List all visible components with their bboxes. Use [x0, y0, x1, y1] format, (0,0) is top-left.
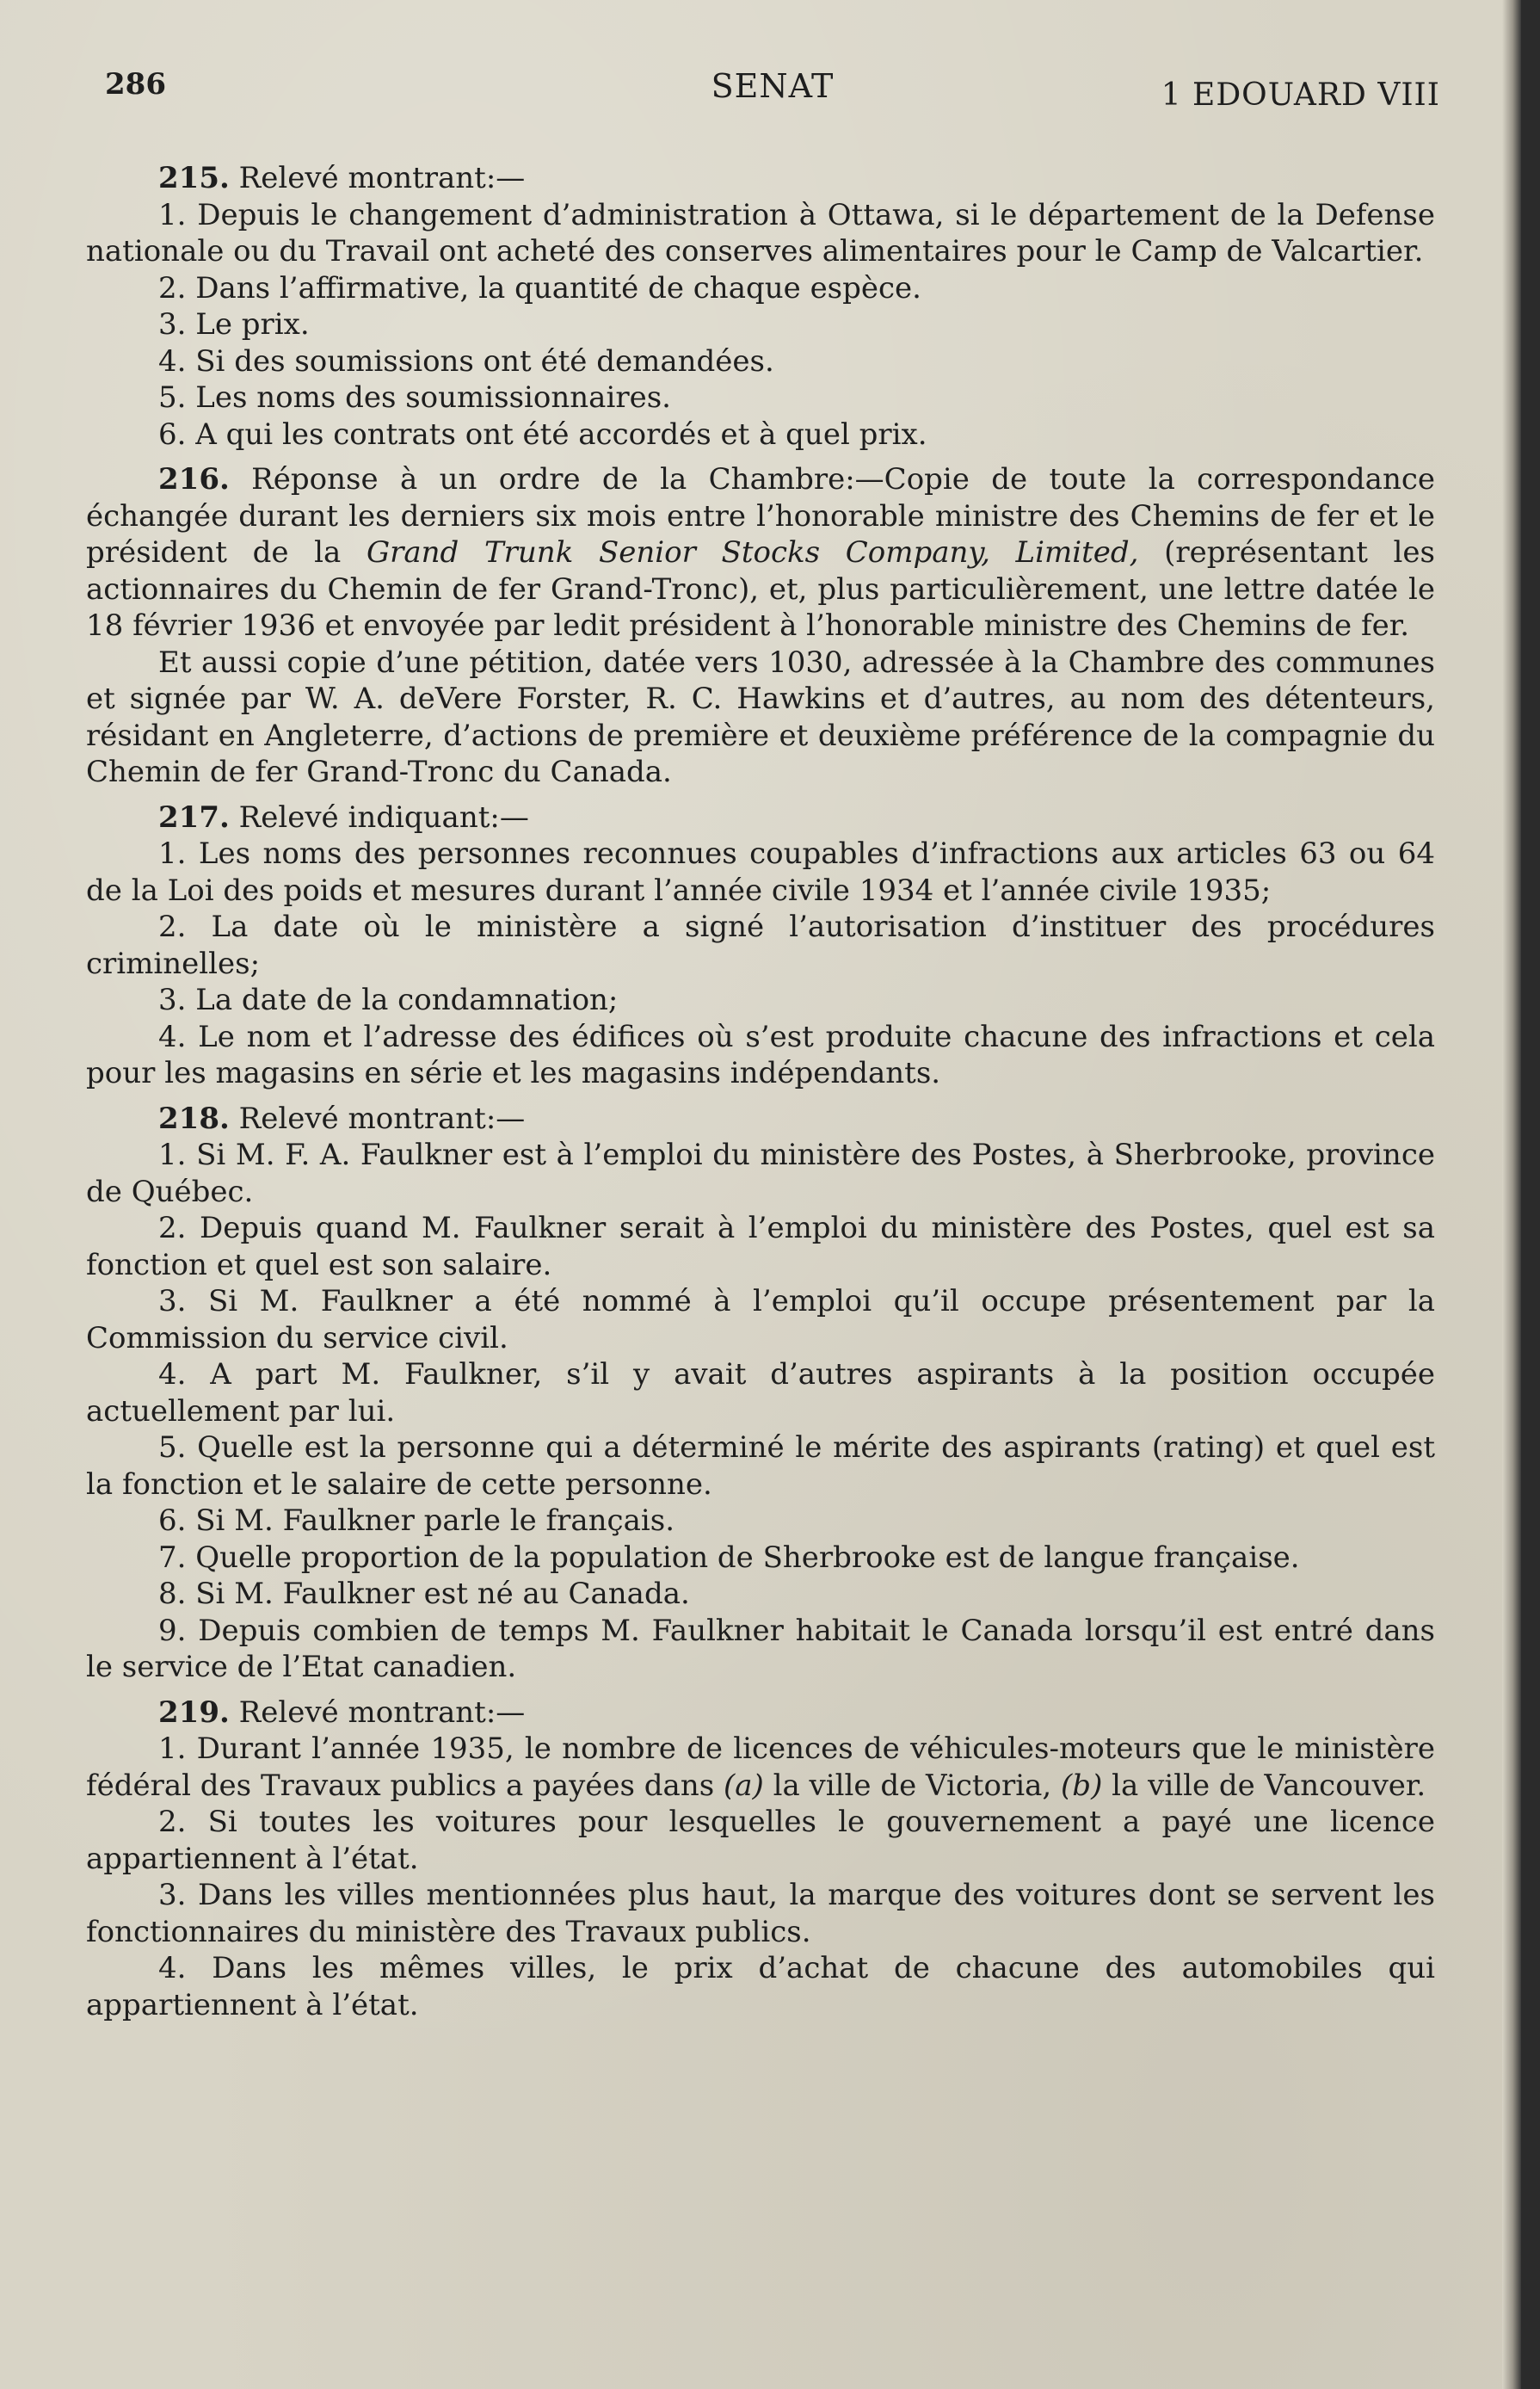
list-item: 1. Depuis le changement d’administration à Ottawa, si le département de la Defense nationale ou du Travail ont acheté des conserves alimentaires pour le Camp de Valcartier.: [86, 197, 1435, 269]
list-item: 3. Si M. Faulkner a été nommé à l’emploi qu’il occupe présentement par la Commission du service civil.: [86, 1284, 1435, 1355]
section-text-b: (représentant les actionnaires du Chemin de fer Grand-Tronc), et, plus particulièrement, une lettre datée le 18 février 1936 et envoyée par ledit président à l’honorable ministre des Chemins de fer.: [86, 535, 1435, 643]
list-item: 3. La date de la condamnation;: [158, 983, 619, 1017]
item-text-b: la ville de Victoria,: [773, 1768, 1052, 1803]
page-edge-shadow: [1502, 0, 1521, 2389]
section-number: 215.: [158, 161, 230, 195]
company-name: Grand Trunk Senior Stocks Company, Limited,: [366, 535, 1139, 570]
section-intro: Relevé indiquant:—: [238, 799, 529, 835]
list-item: 4. A part M. Faulkner, s’il y avait d’autres aspirants à la position occupée actuellement par lui.: [86, 1357, 1435, 1429]
section-number: 217.: [158, 799, 230, 835]
section-paragraph: [86, 461, 1435, 645]
section-text-a: Réponse à un ordre de la Chambre:—Copie de toute la correspondance échangée durant les derniers six mois entre l’honorable ministre des Chemins de fer et le président de la: [86, 462, 1436, 570]
section-heading: [86, 160, 1435, 197]
list-item: 4. Si des soumissions ont été demandées.: [158, 343, 774, 379]
list-item: 4. Le nom et l’adresse des édifices où s’est produite chacune des infractions et cela pour les magasins en série et les magasins indépendants.: [86, 1019, 1435, 1090]
section-number: 219.: [158, 1695, 230, 1730]
list-item: 2. Depuis quand M. Faulkner serait à l’emploi du ministère des Postes, quel est sa fonction et quel est son salaire.: [86, 1211, 1435, 1282]
list-item: 8. Si M. Faulkner est né au Canada.: [158, 1577, 690, 1611]
item-text-c: la ville de Vancouver.: [1112, 1768, 1426, 1803]
section-intro: Relevé montrant:—: [238, 161, 526, 195]
header-title: SENAT: [711, 67, 835, 105]
running-header: [105, 67, 1440, 119]
list-item: [86, 1731, 1435, 1804]
list-item: 3. Le prix.: [158, 307, 310, 342]
list-item: 2. Si toutes les voitures pour lesquelles le gouvernement a payé une licence appartiennent à l’état.: [86, 1805, 1435, 1876]
section-heading: [86, 1695, 1435, 1732]
item-label-b: (b): [1061, 1768, 1103, 1803]
section-216: [86, 461, 1435, 791]
list-item: 7. Quelle proportion de la population de Sherbrooke est de langue française.: [158, 1540, 1300, 1575]
section-218: [86, 1101, 1435, 1686]
list-item: 1. Les noms des personnes reconnues coupables d’infractions aux articles 63 ou 64 de la Loi des poids et mesures durant l’année civile 1934 et l’année civile 1935;: [86, 836, 1435, 908]
item-label-a: (a): [723, 1768, 764, 1803]
item-text-a: 1. Durant l’année 1935, le nombre de licences de véhicules-moteurs que le ministère fédéral des Travaux publics a payées dans: [86, 1732, 1435, 1803]
section-219: [86, 1695, 1435, 2024]
list-item: 9. Depuis combien de temps M. Faulkner habitait le Canada lorsqu’il est entré dans le service de l’Etat canadien.: [86, 1613, 1435, 1684]
list-item: 5. Les noms des soumissionnaires.: [158, 380, 671, 415]
list-item: 2. Dans l’affirmative, la quantité de chaque espèce.: [158, 270, 921, 306]
section-heading: [86, 1101, 1435, 1138]
list-item: 6. A qui les contrats ont été accordés et à quel prix.: [158, 417, 927, 452]
section-number: 218.: [158, 1101, 230, 1136]
document-body: [86, 160, 1435, 2032]
list-item: 5. Quelle est la personne qui a déterminé le mérite des aspirants (rating) et quel est la fonction et le salaire de cette personne.: [86, 1430, 1435, 1502]
list-item: 3. Dans les villes mentionnées plus haut, la marque des voitures dont se servent les fonctionnaires du ministère des Travaux publics.: [86, 1878, 1435, 1949]
list-item: 4. Dans les mêmes villes, le prix d’achat de chacune des automobiles qui appartiennent à l’état.: [86, 1951, 1435, 2022]
section-number: 216.: [158, 462, 230, 497]
section-217: [86, 799, 1435, 1092]
page-number: 286: [105, 67, 166, 102]
header-session: 1 EDOUARD VIII: [1161, 77, 1440, 113]
section-heading: [86, 799, 1435, 836]
section-intro: Relevé montrant:—: [238, 1695, 526, 1730]
list-item: Et aussi copie d’une pétition, datée vers 1030, adressée à la Chambre des communes et signée par W. A. deVere Forster, R. C. Hawkins et d’autres, au nom des détenteurs, résidant en Angleterre, d’actions de première et deuxième préférence de la compagnie du Chemin de fer Grand-Tronc du Canada.: [86, 645, 1435, 789]
section-215: [86, 160, 1435, 453]
section-intro: Relevé montrant:—: [238, 1101, 526, 1136]
list-item: 1. Si M. F. A. Faulkner est à l’emploi du ministère des Postes, à Sherbrooke, province de Québec.: [86, 1138, 1435, 1209]
list-item: 6. Si M. Faulkner parle le français.: [158, 1503, 675, 1538]
list-item: 2. La date où le ministère a signé l’autorisation d’instituer des procédures criminelles;: [86, 910, 1435, 981]
